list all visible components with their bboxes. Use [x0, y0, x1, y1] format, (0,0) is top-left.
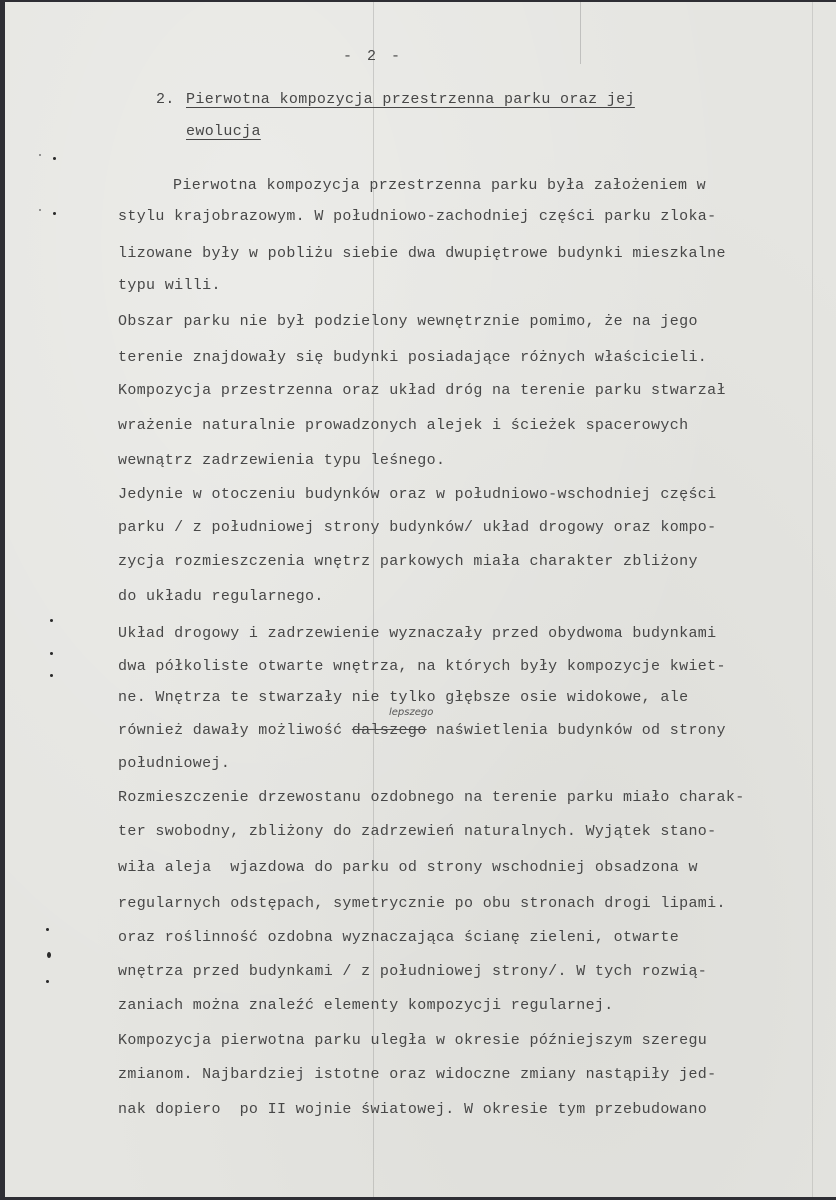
margin-mark — [50, 619, 53, 622]
text-line: Kompozycja pierwotna parku uległa w okresie późniejszym szeregu — [118, 1032, 708, 1049]
text-line: lizowane były w pobliżu siebie dwa dwupiętrowe budynki mieszkalne — [118, 245, 726, 262]
text-line: do układu regularnego. — [118, 588, 324, 605]
text-line: nak dopiero po II wojnie światowej. W okresie tym przebudowano — [118, 1101, 708, 1118]
text-line: Rozmieszczenie drzewostanu ozdobnego na terenie parku miało charak- — [118, 789, 745, 806]
fold-line-top — [580, 2, 581, 64]
margin-mark — [53, 212, 56, 215]
text-line: południowej. — [118, 755, 231, 772]
section-number: 2. — [156, 91, 175, 108]
text-line: Układ drogowy i zadrzewienie wyznaczały przed obydwoma budynkami — [118, 625, 717, 642]
text-line: typu willi. — [118, 277, 221, 294]
handwritten-correction: lepszego — [389, 707, 434, 718]
margin-mark — [50, 674, 53, 677]
text-line: stylu krajobrazowym. W południowo-zachodniej części parku zloka- — [118, 208, 717, 225]
text-line: dwa półkoliste otwarte wnętrza, na których były kompozycje kwiet- — [118, 658, 726, 675]
text-line: wiła aleja wjazdowa do parku od strony wschodniej obsadzona w — [118, 859, 698, 876]
text-line: regularnych odstępach, symetrycznie po obu stronach drogi lipami. — [118, 895, 726, 912]
section-heading: Pierwotna kompozycja przestrzenna parku oraz jej — [186, 91, 635, 108]
text-line: Obszar parku nie był podzielony wewnętrznie pomimo, że na jego — [118, 313, 698, 330]
page-number: - 2 - — [343, 48, 404, 65]
margin-mark — [46, 928, 49, 931]
text-line: Pierwotna kompozycja przestrzenna parku była założeniem w — [173, 177, 707, 194]
section-heading-cont: ewolucja — [186, 123, 261, 140]
text-line: parku / z południowej strony budynków/ układ drogowy oraz kompo- — [118, 519, 717, 536]
margin-mark — [46, 980, 49, 983]
text-line: wrażenie naturalnie prowadzonych alejek i ścieżek spacerowych — [118, 417, 689, 434]
struck-word: dalszego — [351, 722, 427, 739]
text-line: wnętrza przed budynkami / z południowej strony/. W tych rozwią- — [118, 963, 708, 980]
text-line: oraz roślinność ozdobna wyznaczająca ścianę zieleni, otwarte — [118, 929, 680, 946]
text-line: ne. Wnętrza te stwarzały nie tylko głębsze osie widokowe, ale — [118, 689, 689, 706]
text-line: wewnątrz zadrzewienia typu leśnego. — [118, 452, 446, 469]
fold-line-right — [812, 2, 813, 1197]
document-page — [5, 2, 836, 1197]
text-line: zmianom. Najbardziej istotne oraz widoczne zmiany nastąpiły jed- — [118, 1066, 717, 1083]
text-line: zycja rozmieszczenia wnętrz parkowych miała charakter zbliżony — [118, 553, 698, 570]
margin-mark — [50, 652, 53, 655]
typed-text — [5, 2, 745, 1118]
text-line: terenie znajdowały się budynki posiadające różnych właścicieli. — [118, 349, 708, 366]
text-line: Jedynie w otoczeniu budynków oraz w południowo-wschodniej części — [118, 486, 717, 503]
text-line: ter swobodny, zbliżony do zadrzewień naturalnych. Wyjątek stano- — [118, 823, 717, 840]
margin-mark — [47, 952, 51, 958]
text-segment: również dawały możliwość — [118, 722, 352, 739]
text-line: Kompozycja przestrzenna oraz układ dróg na terenie parku stwarzał — [118, 382, 726, 399]
text-segment: naświetlenia budynków od strony — [426, 722, 726, 739]
text-line: zaniach można znaleźć elementy kompozycji regularnej. — [118, 997, 614, 1014]
margin-mark — [53, 157, 56, 160]
text-line-with-correction — [118, 722, 726, 739]
